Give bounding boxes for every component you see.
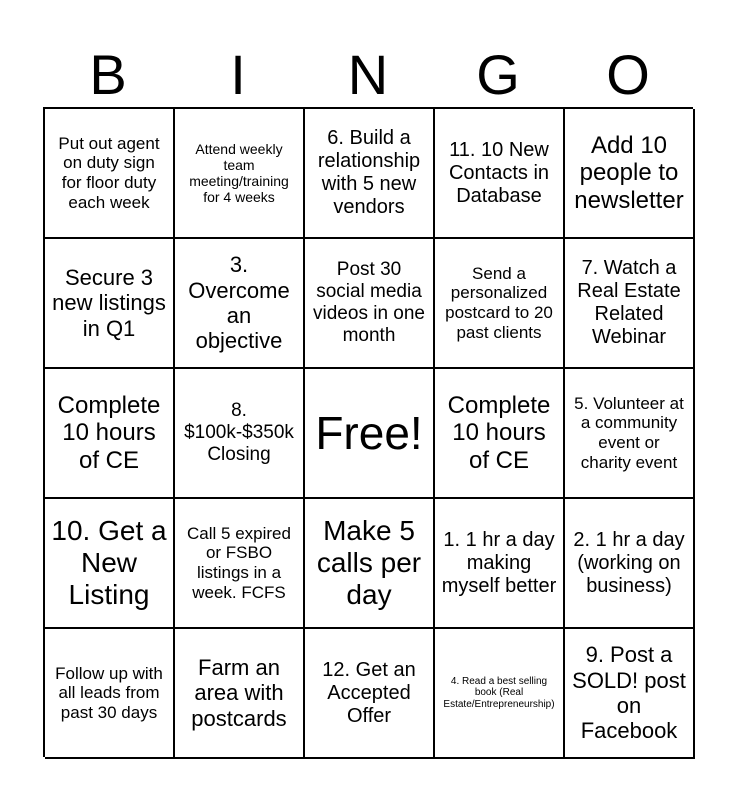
bingo-cell-r2-c5[interactable] [565,239,695,369]
bingo-cell-r2-c2[interactable] [175,239,305,369]
cell-text: Add 10 people to newsletter [574,131,684,214]
cell-text: 12. Get an Accepted Offer [322,658,416,727]
cell-text: Attend weekly team meeting/training for 4 weeks [189,140,289,206]
bingo-cell-r5-c5[interactable] [565,629,695,759]
cell-text: 3. Overcome an objective [188,252,290,354]
cell-text: 4. Read a best selling book (Real Estate/Entrepreneurship) [443,675,555,710]
bingo-cell-r5-c4[interactable] [435,629,565,759]
bingo-card-grid [43,107,693,757]
cell-text: Secure 3 new listings in Q1 [52,265,166,341]
bingo-cell-r2-c1[interactable] [45,239,175,369]
bingo-cell-r1-c5[interactable] [565,109,695,239]
cell-text: Make 5 calls per day [316,514,422,611]
bingo-cell-r4-c4[interactable] [435,499,565,629]
cell-text: Put out agent on duty sign for floor duty each week [58,133,160,212]
cell-text: Complete 10 hours of CE [57,391,161,474]
bingo-cell-r5-c2[interactable] [175,629,305,759]
cell-text: 8. $100k-$350k Closing [184,400,294,465]
bingo-cell-r3-c5[interactable] [565,369,695,499]
bingo-cell-r4-c5[interactable] [565,499,695,629]
cell-text: 9. Post a SOLD! post on Facebook [572,642,686,744]
header-letter-i: I [230,43,246,106]
cell-text: 2. 1 hr a day (working on business) [573,528,685,597]
cell-text: Complete 10 hours of CE [447,391,551,474]
cell-text: 11. 10 New Contacts in Database [448,138,550,207]
bingo-cell-r2-c3[interactable] [305,239,435,369]
cell-text: 6. Build a relationship with 5 new vendors [317,127,421,218]
cell-text: Send a personalized postcard to 20 past clients [445,263,553,342]
header-letter-o: O [606,43,650,106]
cell-text: Farm an area with postcards [191,655,287,731]
bingo-cell-r4-c2[interactable] [175,499,305,629]
cell-text: 7. Watch a Real Estate Related Webinar [577,257,681,348]
bingo-cell-r4-c3[interactable] [305,499,435,629]
bingo-header [43,44,693,106]
cell-text: 10. Get a New Listing [51,514,167,611]
header-letter-g: G [476,43,520,106]
bingo-cell-r3-c1[interactable] [45,369,175,499]
cell-text: Call 5 expired or FSBO listings in a week. FCFS [187,523,291,602]
bingo-cell-r4-c1[interactable] [45,499,175,629]
bingo-cell-r5-c1[interactable] [45,629,175,759]
header-letter-b: B [89,43,127,106]
cell-text: 1. 1 hr a day making myself better [441,528,557,597]
bingo-cell-r1-c4[interactable] [435,109,565,239]
cell-text: 5. Volunteer at a community event or charity event [574,393,684,472]
cell-text: Post 30 social media videos in one month [313,259,425,346]
bingo-cell-r1-c2[interactable] [175,109,305,239]
bingo-cell-r3-c4[interactable] [435,369,565,499]
bingo-cell-r5-c3[interactable] [305,629,435,759]
bingo-cell-r3-c2[interactable] [175,369,305,499]
bingo-cell-r1-c3[interactable] [305,109,435,239]
cell-text: Follow up with all leads from past 30 days [55,663,163,722]
bingo-cell-r1-c1[interactable] [45,109,175,239]
bingo-cell-r2-c4[interactable] [435,239,565,369]
header-letter-n: N [347,43,389,106]
bingo-cell-free[interactable] [305,369,435,499]
cell-text: Free! [315,406,423,459]
